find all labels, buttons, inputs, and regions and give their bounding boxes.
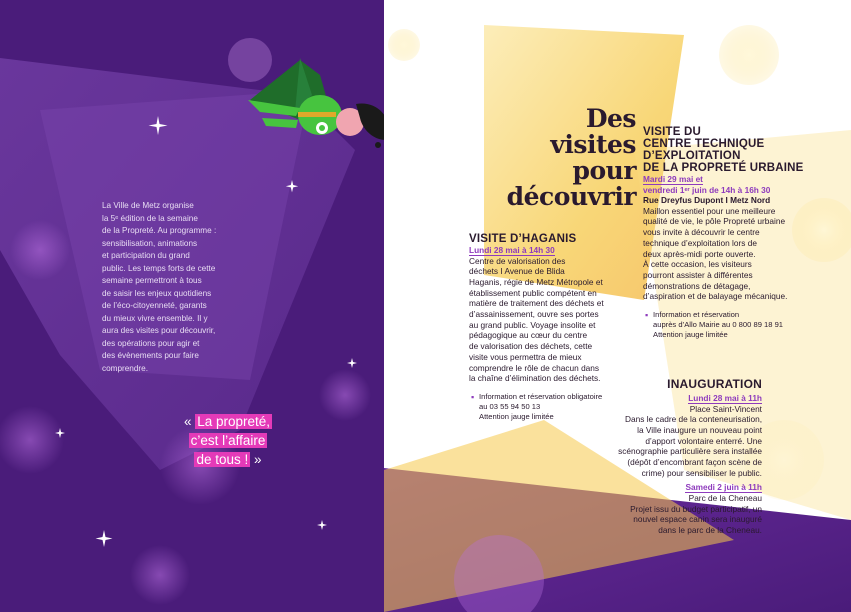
intro-paragraph	[102, 200, 262, 375]
centre-line: démonstrations de détagage,	[643, 280, 751, 291]
haganis-line: déchets I Avenue de Blida	[469, 266, 565, 277]
title-line: découvrir	[506, 182, 636, 211]
centre-heading	[643, 126, 813, 174]
quote-line: de tous !	[196, 452, 249, 467]
quote-open-mark: «	[183, 414, 196, 429]
inauguration-line: dans le parc de la Cheneau.	[658, 525, 762, 536]
centre-line: Maillon essentiel pour une meilleure	[643, 205, 776, 216]
haganis-line: d’assainissement, ouvre ses portes	[469, 309, 599, 320]
centre-date-line: Mardi 29 mai et	[643, 174, 703, 184]
centre-body	[643, 195, 813, 302]
inauguration-line: nouvel espace canin sera inauguré	[633, 514, 762, 525]
haganis-section	[469, 233, 619, 423]
haganis-line: comprendre le rôle de chacun dans	[469, 362, 600, 373]
slogan-quote	[168, 412, 288, 469]
inauguration-place: Parc de la Cheneau	[688, 492, 762, 503]
info-bullet-icon: ▪	[471, 391, 475, 402]
haganis-info-line: au 03 55 94 50 13	[479, 402, 541, 412]
intro-line: de saisir les enjeux quotidiens	[102, 288, 212, 298]
inauguration-line: (dépôt d’encombrant façon scène de	[627, 457, 762, 468]
inauguration-line: Dans le cadre de la conteneurisation,	[625, 414, 762, 425]
inauguration-date2-text: Samedi 2 juin à 11h	[685, 482, 762, 493]
centre-info-line: Attention jauge limitée	[653, 330, 728, 340]
haganis-info-line: Attention jauge limitée	[479, 412, 554, 422]
haganis-info	[469, 392, 619, 423]
inauguration-line: d’apport volontaire enterré. Une	[645, 435, 762, 446]
intro-line: des opérations pour agir et	[102, 338, 200, 348]
haganis-line: pédagogique au cœur du centre	[469, 330, 588, 341]
intro-line: sensibilisation, animations	[102, 238, 198, 248]
inauguration-line: la Ville inaugure un nouveau point	[637, 424, 762, 435]
centre-heading-line: D’EXPLOITATION	[643, 150, 741, 162]
centre-date-line: vendredi 1ᵉʳ juin de 14h à 16h 30	[643, 184, 771, 195]
left-page	[0, 0, 384, 612]
intro-line: comprendre.	[102, 363, 148, 373]
intro-line: du mieux vivre ensemble. Il y	[102, 313, 208, 323]
haganis-line: matière de traitement des déchets et	[469, 298, 604, 309]
info-bullet-icon: ▪	[645, 310, 649, 321]
title-line: pour	[572, 156, 636, 185]
intro-line: et participation du grand	[102, 251, 190, 260]
centre-line: d’aspiration et de balayage mécanique.	[643, 291, 788, 302]
intro-line: de l’éco-citoyenneté, garants	[102, 301, 207, 310]
title-line: Des	[585, 104, 636, 133]
centre-line: technique d’exploitation lors de	[643, 237, 757, 248]
haganis-line: établissement public compétent en	[469, 287, 597, 298]
centre-info-line: Information et réservation	[653, 310, 740, 320]
centre-info	[643, 310, 813, 341]
inauguration-line: crime) pour sensibiliser le public.	[641, 467, 762, 478]
inauguration-date1-text: Lundi 28 mai à 11h	[688, 393, 762, 403]
page-title	[507, 106, 636, 210]
inauguration-body1	[600, 404, 762, 479]
inauguration-place: Place Saint-Vincent	[689, 403, 762, 414]
quote-line: La propreté,	[197, 414, 271, 429]
centre-line: pourront assister à différentes	[643, 269, 753, 280]
quote-line: c’est l’affaire	[190, 433, 266, 448]
centre-line: qualité de vie, le pôle Propreté urbaine	[643, 216, 786, 227]
inauguration-line: Projet issu du budget participatif, un	[630, 503, 762, 514]
centre-line: vous invite à découvrir le centre	[643, 227, 760, 238]
haganis-body	[469, 256, 619, 384]
centre-info-line: auprès d’Allo Mairie au 0 800 89 18 91	[653, 320, 784, 330]
inauguration-section	[600, 378, 762, 536]
intro-line: aura des visites pour découvrir,	[102, 326, 216, 335]
centre-heading-line: VISITE DU	[643, 126, 702, 138]
haganis-line: Centre de valorisation des	[469, 255, 566, 266]
title-line: visites	[550, 130, 636, 159]
inauguration-body2	[600, 493, 762, 536]
centre-dates	[643, 174, 813, 195]
centre-line: deux après-midi porte ouverte.	[643, 248, 756, 259]
haganis-line: Haganis, régie de Metz Métropole et	[469, 276, 603, 287]
quote-close-mark: »	[250, 452, 262, 467]
inauguration-heading: INAUGURATION	[667, 377, 762, 391]
centre-line: À cette occasion, les visiteurs	[643, 259, 752, 270]
haganis-heading: VISITE D’HAGANIS	[469, 233, 577, 245]
inauguration-date1	[600, 393, 762, 404]
intro-line: des évènements pour faire	[102, 351, 199, 360]
haganis-line: la chaîne d’élimination des déchets.	[469, 373, 601, 384]
haganis-line: de valorisation des déchets, cette	[469, 341, 593, 352]
centre-heading-line: DE LA PROPRETÉ URBAINE	[643, 162, 804, 174]
centre-technique-section	[643, 126, 813, 341]
intro-line: La Ville de Metz organise	[102, 201, 194, 210]
inauguration-date2	[600, 482, 762, 493]
centre-place: Rue Dreyfus Dupont I Metz Nord	[643, 195, 771, 205]
intro-line: la 5ᵉ édition de la semaine	[102, 213, 198, 223]
centre-heading-line: CENTRE TECHNIQUE	[643, 138, 765, 150]
haganis-info-line: Information et réservation obligatoire	[479, 391, 603, 401]
haganis-line: visite vous permettra de mieux	[469, 351, 582, 362]
intro-line: semaine permettront à tous	[102, 276, 202, 285]
haganis-date	[469, 245, 619, 256]
inauguration-line: scénographie particulière sera installée	[618, 446, 762, 457]
intro-line: de la Propreté. Au programme :	[102, 226, 217, 235]
intro-line: public. Les temps forts de cette	[102, 263, 216, 273]
haganis-line: au grand public. Voyage insolite et	[469, 319, 596, 330]
haganis-date-text: Lundi 28 mai à 14h 30	[469, 245, 555, 255]
